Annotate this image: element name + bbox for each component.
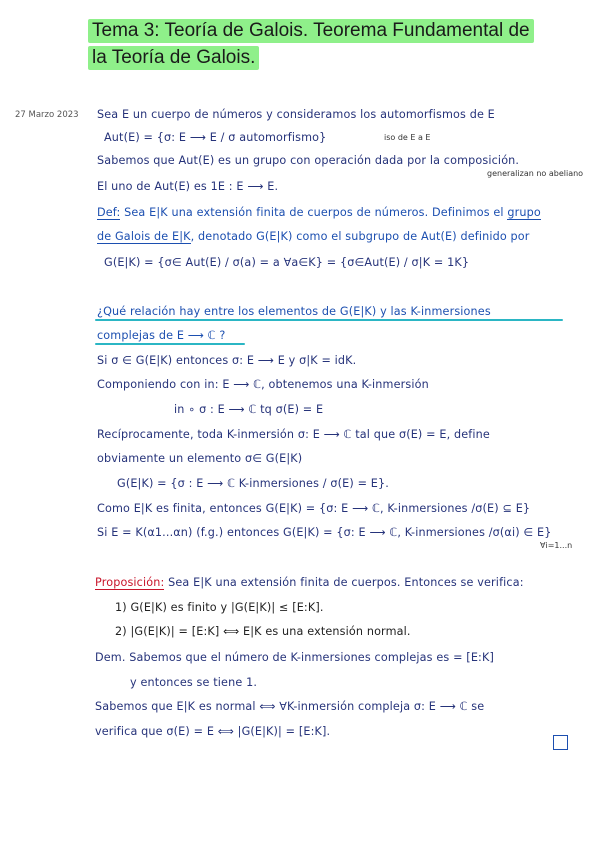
proof-line-2: y entonces se tiene 1. [130, 676, 258, 689]
line-14: Como E|K es finita, entonces G(E|K) = {σ: E ⟶ ℂ, K-inmersiones /σ(E) ⊆ E} [97, 502, 531, 515]
def-text-2: , denotado G(E|K) como el subgrupo de Aut(E) definido por [190, 230, 530, 243]
proposition-line [95, 576, 524, 590]
date-note: 27 Marzo 2023 [15, 110, 79, 120]
proof-line-4: verifica que σ(E) = E ⟺ |G(E|K)| = [E:K]. [95, 725, 331, 738]
line-12: obviamente un elemento σ∈ G(E|K) [97, 452, 303, 465]
question-underline-1 [95, 319, 563, 321]
proposition-label: Proposición: [95, 576, 165, 589]
iso-note: iso de E a E [384, 133, 431, 142]
line-8: Si σ ∈ G(E|K) entonces σ: E ⟶ E y σ|K = idK. [97, 354, 357, 367]
def-label: Def: [97, 206, 121, 219]
line-3: Sabemos que Aut(E) es un grupo con operación dada por la composición. [97, 154, 520, 167]
galois-group-formula: G(E|K) = {σ∈ Aut(E) / σ(a) = a ∀a∈K} = {σ∈Aut(E) / σ|K = 1K} [104, 256, 470, 269]
proof-line-1: Dem. Sabemos que el número de K-inmersiones complejas es = [E:K] [95, 651, 494, 664]
generators-note: generalizan no abeliano [487, 169, 584, 178]
question-line-1: ¿Qué relación hay entre los elementos de G(E|K) y las K-inmersiones [97, 305, 491, 318]
line-10: in ∘ σ : E ⟶ ℂ tq σ(E) = E [174, 403, 324, 416]
line-15: Si E = K(α1...αn) (f.g.) entonces G(E|K) = {σ: E ⟶ ℂ, K-inmersiones /σ(αi) ∈ E} [97, 526, 552, 539]
aut-definition: Aut(E) = {σ: E ⟶ E / σ automorfismo} [104, 131, 327, 144]
question-underline-2 [95, 343, 245, 345]
proposition-text: Sea E|K una extensión finita de cuerpos. Entonces se verifica: [168, 576, 524, 589]
title-line-2: la Teoría de Galois. [88, 46, 259, 70]
line-4: El uno de Aut(E) es 1E : E ⟶ E. [97, 180, 279, 193]
galois-group-term: de Galois de E|K [97, 230, 191, 243]
line-9: Componiendo con in: E ⟶ ℂ, obtenemos una K-inmersión [97, 378, 429, 391]
line-13: G(E|K) = {σ : E ⟶ ℂ K-inmersiones / σ(E) = E}. [117, 477, 389, 490]
title-line-1: Tema 3: Teoría de Galois. Teorema Fundamental de [88, 19, 534, 43]
proof-line-3: Sabemos que E|K es normal ⟺ ∀K-inmersión compleja σ: E ⟶ ℂ se [95, 700, 485, 713]
definition-line-1 [97, 206, 541, 220]
proposition-item-1: 1) G(E|K) es finito y |G(E|K)| ≤ [E:K]. [115, 601, 324, 614]
def-grupo: grupo [507, 206, 541, 219]
qed-square-icon [553, 735, 568, 750]
def-text: Sea E|K una extensión finita de cuerpos de números. Definimos el [124, 206, 504, 219]
definition-line-2 [97, 230, 530, 244]
proposition-item-2: 2) |G(E|K)| = [E:K] ⟺ E|K es una extensión normal. [115, 625, 411, 638]
question-line-2: complejas de E ⟶ ℂ ? [97, 329, 226, 342]
line-11: Recíprocamente, toda K-inmersión σ: E ⟶ ℂ tal que σ(E) = E, define [97, 428, 490, 441]
line-1: Sea E un cuerpo de números y consideramos los automorfismos de E [97, 108, 495, 121]
line-15-subscript: ∀i=1...n [540, 541, 573, 550]
